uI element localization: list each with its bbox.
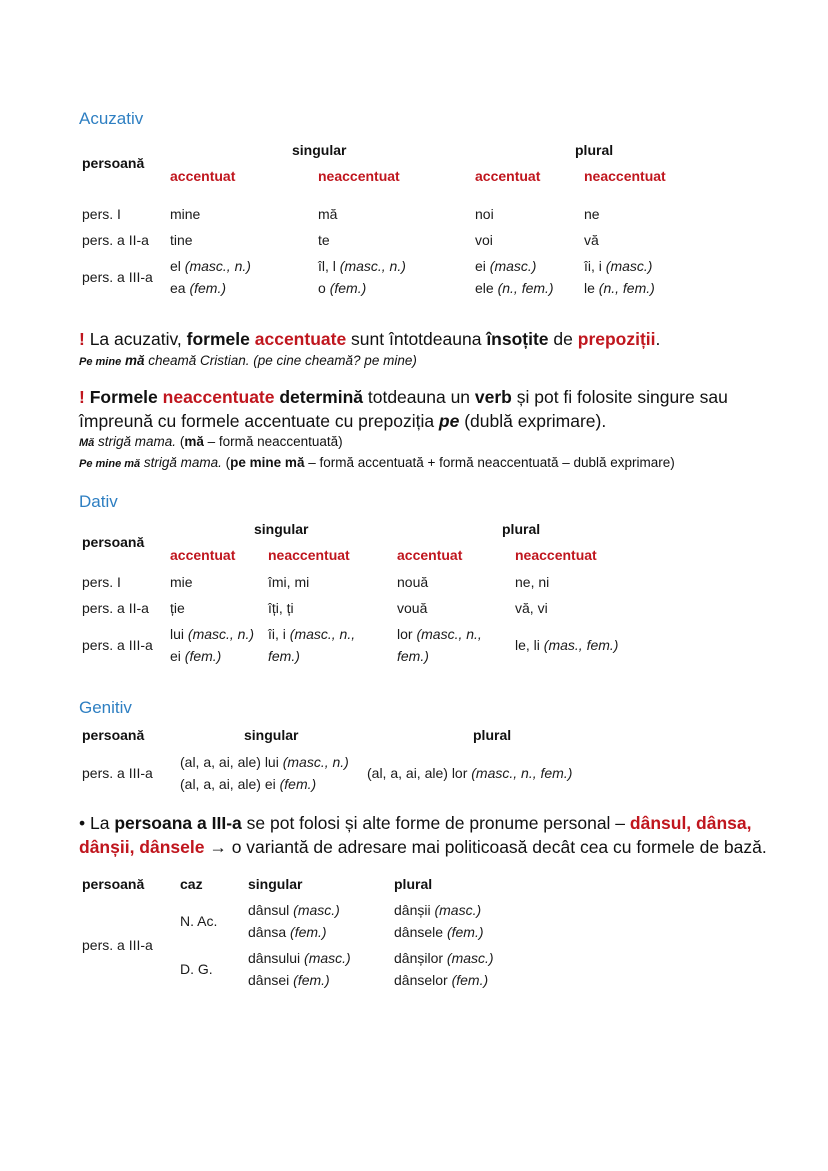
cell-pl-neacc: ne, ni bbox=[515, 574, 550, 590]
cell-pers: pers. I bbox=[82, 574, 121, 590]
cell-pers: pers. a II-a bbox=[82, 600, 149, 616]
cell-plural: (al, a, ai, ale) lor (masc., n., fem.) bbox=[367, 765, 573, 781]
header-sg-accentuat: accentuat bbox=[170, 547, 236, 563]
exclamation-icon: ! bbox=[79, 329, 85, 349]
cell-sg-neacc: îi, i (masc., n., fem.) bbox=[268, 626, 356, 664]
cell-pers: pers. a III-a bbox=[82, 765, 153, 781]
header-singular: singular bbox=[254, 521, 309, 537]
cell-plural: dânșilor (masc.) dânselor (fem.) bbox=[394, 950, 494, 988]
header-plural: plural bbox=[502, 521, 541, 537]
section-title-dativ: Dativ bbox=[79, 492, 118, 511]
header-persoana: persoană bbox=[82, 727, 145, 743]
cell-pl-acc: voi bbox=[475, 232, 493, 248]
cell-pl-neacc: le, li (mas., fem.) bbox=[515, 637, 619, 653]
header-persoana: persoană bbox=[82, 155, 145, 171]
cell-pl-neacc: vă, vi bbox=[515, 600, 548, 616]
cell-sg-neacc: mă bbox=[318, 206, 338, 222]
cell-caz: D. G. bbox=[180, 961, 213, 977]
header-sg-neaccentuat: neaccentuat bbox=[318, 168, 400, 184]
cell-pers: pers. a III-a bbox=[82, 637, 153, 653]
cell-pl-acc: lor (masc., n., fem.) bbox=[397, 626, 482, 664]
header-persoana: persoană bbox=[82, 876, 145, 892]
cell-pl-acc: nouă bbox=[397, 574, 429, 590]
section-title-acuzativ: Acuzativ bbox=[79, 109, 144, 128]
cell-sg-neacc: te bbox=[318, 232, 330, 248]
example-sentence: Pe mine mă strigă mama. (pe mine mă – formă accentuată + formă neaccentuată – dublă exprimare) bbox=[79, 455, 675, 470]
header-singular: singular bbox=[244, 727, 299, 743]
cell-pers: pers. I bbox=[82, 206, 121, 222]
exclamation-icon: ! bbox=[79, 387, 85, 407]
cell-sg-neacc: îl, l (masc., n.) o (fem.) bbox=[318, 258, 406, 296]
cell-pl-acc: noi bbox=[475, 206, 494, 222]
header-sg-accentuat: accentuat bbox=[170, 168, 236, 184]
cell-sg-acc: mie bbox=[170, 574, 193, 590]
bullet-icon: • bbox=[79, 813, 86, 833]
note-accusative-prepositions: ! La acuzativ, formele accentuate sunt întotdeauna însoțite de prepoziții. bbox=[79, 329, 661, 349]
cell-sg-acc: mine bbox=[170, 206, 201, 222]
cell-pl-neacc: ne bbox=[584, 206, 600, 222]
cell-singular: dânsul (masc.) dânsa (fem.) bbox=[248, 902, 340, 940]
header-plural: plural bbox=[575, 142, 614, 158]
header-pl-neaccentuat: neaccentuat bbox=[584, 168, 666, 184]
header-singular: singular bbox=[248, 876, 303, 892]
cell-pl-neacc: îi, i (masc.) le (n., fem.) bbox=[584, 258, 655, 296]
header-plural: plural bbox=[473, 727, 512, 743]
header-persoana: persoană bbox=[82, 534, 145, 550]
header-pl-accentuat: accentuat bbox=[397, 547, 463, 563]
cell-sg-acc: tine bbox=[170, 232, 193, 248]
header-pl-accentuat: accentuat bbox=[475, 168, 541, 184]
cell-singular: (al, a, ai, ale) lui (masc., n.) (al, a, ai, ale) ei (fem.) bbox=[180, 754, 349, 792]
cell-singular: dânsului (masc.) dânsei (fem.) bbox=[248, 950, 351, 988]
cell-sg-neacc: îmi, mi bbox=[268, 574, 310, 590]
note-polite-forms: • La persoana a III-a se pot folosi și alte forme de pronume personal – dânsul, dânsa, dânșii, dânsele → o variantă de adresare mai politicoasă decât cea cu formele de bază. bbox=[79, 813, 767, 857]
section-title-genitiv: Genitiv bbox=[79, 698, 132, 717]
cell-sg-acc: el (masc., n.) ea (fem.) bbox=[170, 258, 251, 296]
cell-plural: dânșii (masc.) dânsele (fem.) bbox=[394, 902, 484, 940]
cell-pl-acc: ei (masc.) ele (n., fem.) bbox=[475, 258, 554, 296]
header-singular: singular bbox=[292, 142, 347, 158]
cell-caz: N. Ac. bbox=[180, 913, 218, 929]
example-sentence: Mă strigă mama. (mă – formă neaccentuată) bbox=[79, 434, 343, 449]
cell-sg-acc: ție bbox=[170, 600, 185, 616]
cell-pers: pers. a II-a bbox=[82, 232, 149, 248]
cell-sg-acc: lui (masc., n.) ei (fem.) bbox=[170, 626, 255, 664]
cell-sg-neacc: îți, ți bbox=[268, 600, 294, 616]
example-sentence: Pe mine mă cheamă Cristian. (pe cine cheamă? pe mine) bbox=[79, 353, 417, 368]
header-caz: caz bbox=[180, 876, 203, 892]
cell-pl-acc: vouă bbox=[397, 600, 428, 616]
note-unstressed-forms: ! Formele neaccentuate determină totdeauna un verb și pot fi folosite singure sau împreună cu formele accentuate cu prepoziția pe (dublă exprimare). bbox=[79, 387, 728, 431]
header-pl-neaccentuat: neaccentuat bbox=[515, 547, 597, 563]
header-sg-neaccentuat: neaccentuat bbox=[268, 547, 350, 563]
cell-pl-neacc: vă bbox=[584, 232, 599, 248]
cell-pers: pers. a III-a bbox=[82, 937, 153, 953]
header-plural: plural bbox=[394, 876, 433, 892]
cell-pers: pers. a III-a bbox=[82, 269, 153, 285]
